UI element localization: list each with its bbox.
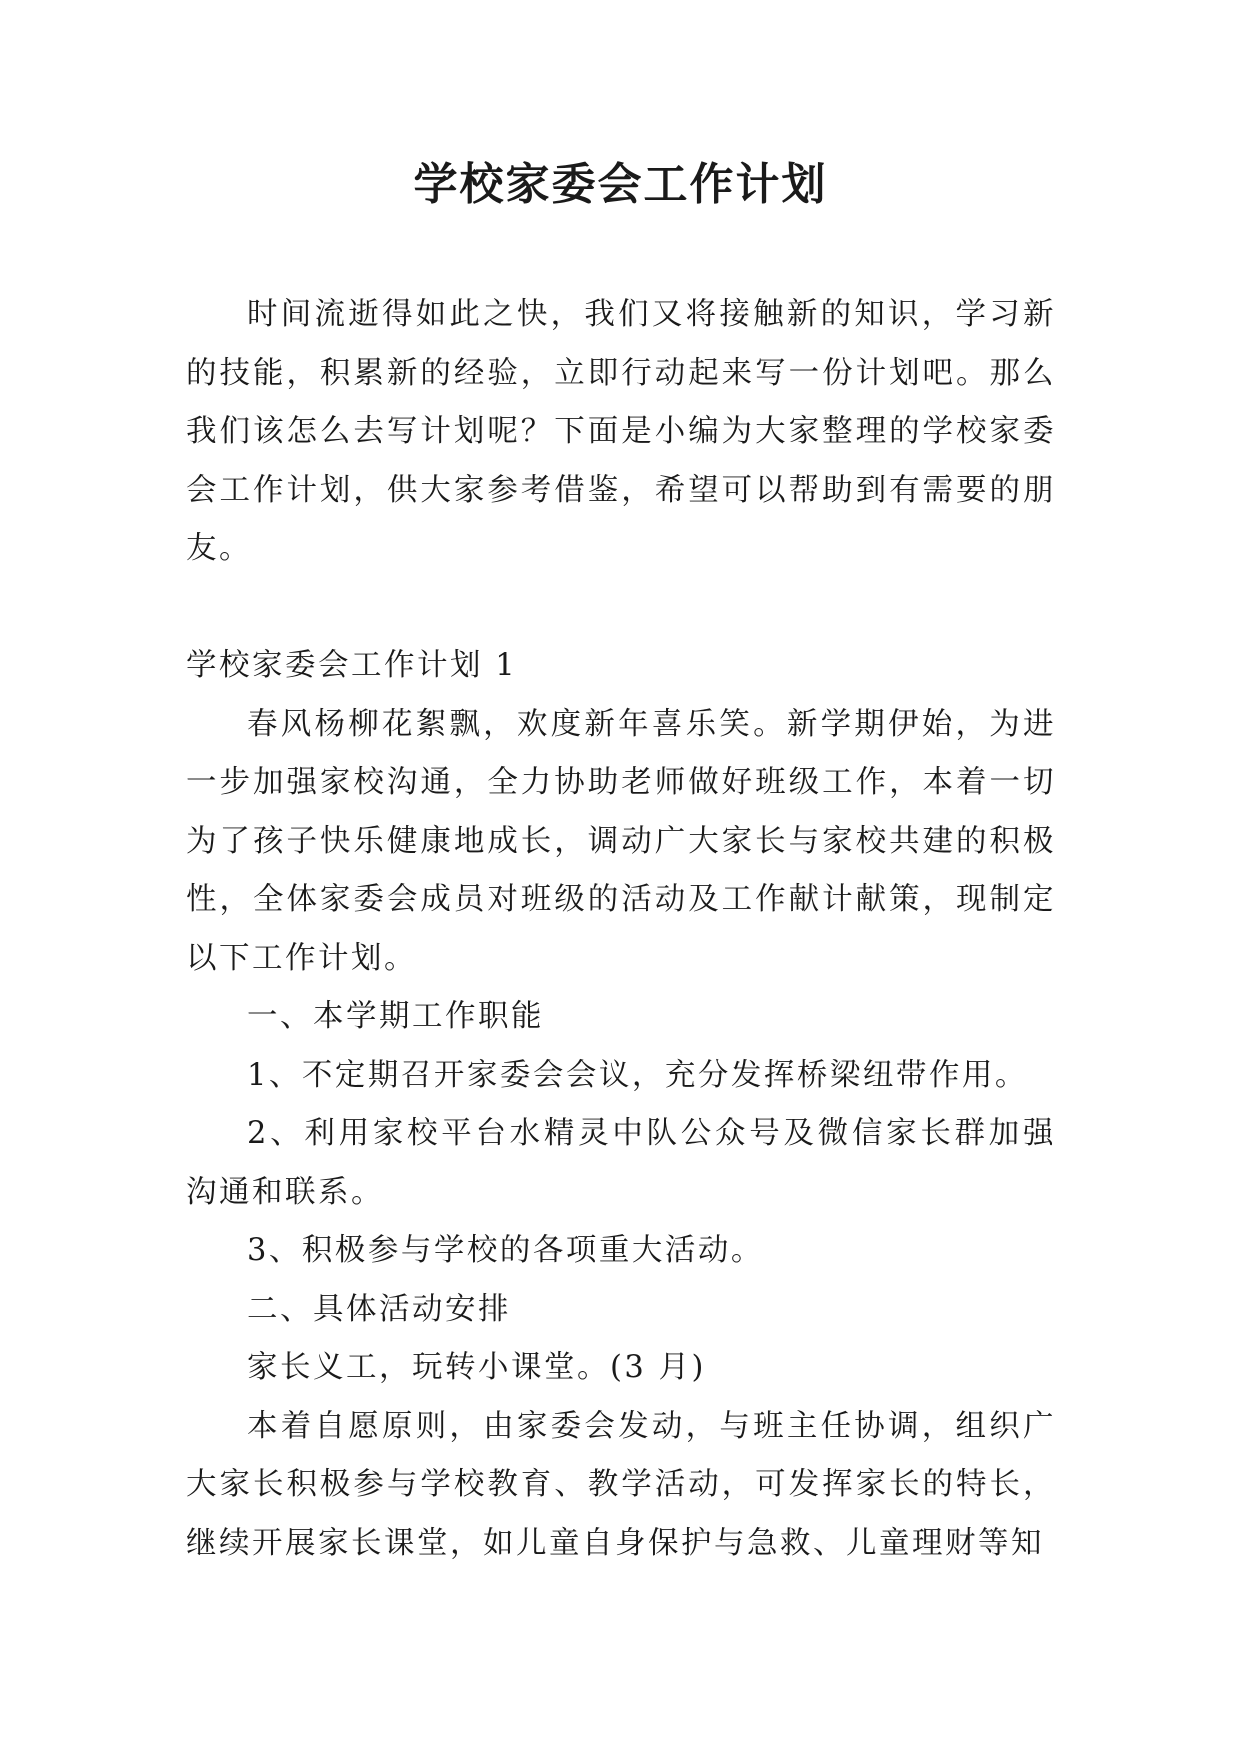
activity-title: 家长义工，玩转小课堂。(3 月)	[247, 1350, 706, 1385]
section-heading: 学校家委会工作计划 1	[186, 648, 518, 683]
paragraph-opening: 春风杨柳花絮飘，欢度新年喜乐笑。新学期伊始，为进一步加强家校沟通，全力协助老师做好班级工作，本着一切为了孩子快乐健康地成长，调动广大家长与家校共建的积极性，全体家委会成员对班级的活动及工作献计献策，现制定以下工作计划。	[186, 706, 1056, 976]
activity-description: 本着自愿原则，由家委会发动，与班主任协调，组织广大家长积极参与学校教育、教学活动，可发挥家长的特长，继续开展家长课堂，如儿童自身保护与急救、儿童理财等知	[186, 1408, 1056, 1561]
heading-activities: 二、具体活动安排	[247, 1291, 511, 1327]
list-item-2: 2、利用家校平台水精灵中队公众号及微信家长群加强沟通和联系。	[186, 1116, 1056, 1210]
list-item-3: 3、积极参与学校的各项重大活动。	[247, 1233, 764, 1268]
blank-line	[186, 579, 1056, 638]
heading-work-functions: 一、本学期工作职能	[247, 999, 544, 1034]
list-item-1: 1、不定期召开家委会会议，充分发挥桥梁纽带作用。	[247, 1057, 1028, 1093]
document-title: 学校家委会工作计划	[413, 159, 828, 210]
document-body	[186, 286, 1056, 1573]
intro-paragraph: 时间流逝得如此之快，我们又将接触新的知识，学习新的技能，积累新的经验，立即行动起来写一份计划吧。那么我们该怎么去写计划呢？下面是小编为大家整理的学校家委会工作计划，供大家参考借鉴，希望可以帮助到有需要的朋友。	[186, 297, 1056, 566]
